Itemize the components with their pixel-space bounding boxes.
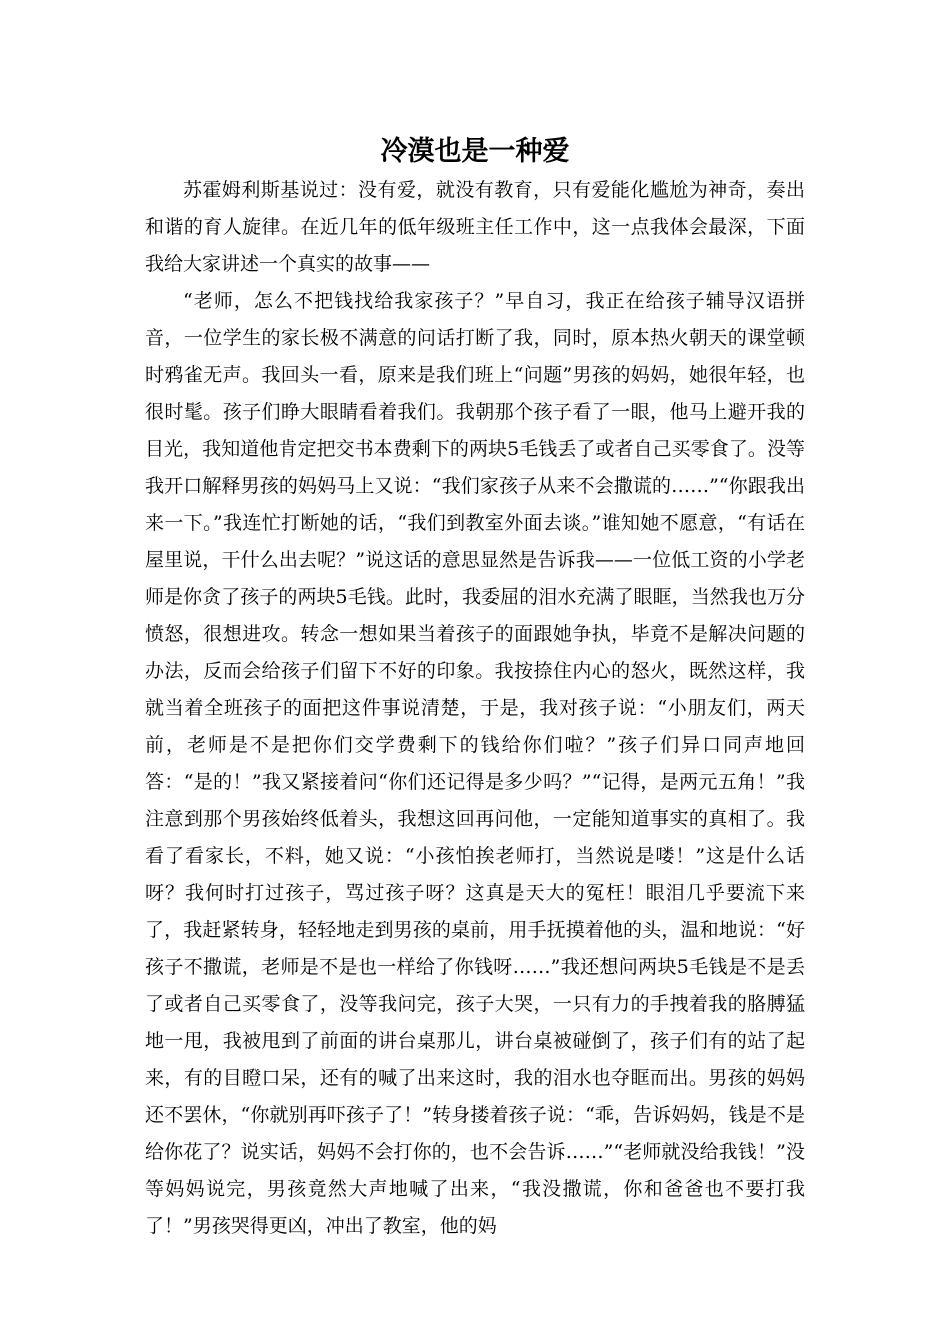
document-title: 冷漠也是一种爱 [380,136,570,167]
paragraph-2: “老师，怎么不把钱找给我家孩子？”早自习，我正在给孩子辅导汉语拼音，一位学生的家长极不满意的问话打断了我，同时，原本热火朝天的课堂顿时鸦雀无声。我回头一看，原来是我们班上“问题”男孩的妈妈，她很年轻，也很时髦。孩子们睁大眼睛看着我们。我朝那个孩子看了一眼，他马上避开我的目光，我知道他肯定把交书本费剩下的两块5毛钱丢了或者自己买零食了。没等我开口解释男孩的妈妈马上又说：“我们家孩子从来不会撒谎的……”“你跟我出来一下。”我连忙打断她的话，“我们到教室外面去谈。”谁知她不愿意，“有话在屋里说，干什么出去呢？”说这话的意思显然是告诉我——一位低工资的小学老师是你贪了孩子的两块5毛钱。此时，我委屈的泪水充满了眼眶，当然我也万分愤怒，很想进攻。转念一想如果当着孩子的面跟她争执，毕竟不是解决问题的办法，反而会给孩子们留下不好的印象。我按捺住内心的怒火，既然这样，我就当着全班孩子的面把这件事说清楚，于是，我对孩子说：“小朋友们，两天前，老师是不是把你们交学费剩下的钱给你们啦？”孩子们异口同声地回答：“是的！”我又紧接着问“你们还记得是多少吗？”“记得，是两元五角！”我注意到那个男孩始终低着头，我想这回再问他，一定能知道事实的真相了。我看了看家长，不料，她又说：“小孩怕挨老师打，当然说是喽！”这是什么话呀？我何时打过孩子，骂过孩子呀？这真是天大的冤枉！眼泪几乎要流下来了，我赶紧转身，轻轻地走到男孩的桌前，用手抚摸着他的头，温和地说：“好孩子不撒谎，老师是不是也一样给了你钱呀……”我还想问两块5毛钱是不是丢了或者自己买零食了，没等我问完，孩子大哭，一只有力的手拽着我的胳膊猛地一甩，我被甩到了前面的讲台桌那儿，讲台桌被碰倒了，孩子们有的站了起来，有的目瞪口呆，还有的喊了出来这时，我的泪水也夺眶而出。男孩的妈妈还不罢休，“你就别再吓孩子了！”转身搂着孩子说：“乖，告诉妈妈，钱是不是给你花了？说实话，妈妈不会打你的，也不会告诉……”“老师就没给我钱！”没等妈妈说完，男孩竟然大声地喊了出来，“我没撒谎，你和爸爸也不要打我了！”男孩哭得更凶，冲出了教室，他的妈 [145,290,805,1237]
document-body [145,172,805,1245]
paragraph-1: 苏霍姆利斯基说过：没有爱，就没有教育，只有爱能化尴尬为神奇，奏出和谐的育人旋律。在近几年的低年级班主任工作中，这一点我体会最深，下面我给大家讲述一个真实的故事—— [145,179,805,275]
